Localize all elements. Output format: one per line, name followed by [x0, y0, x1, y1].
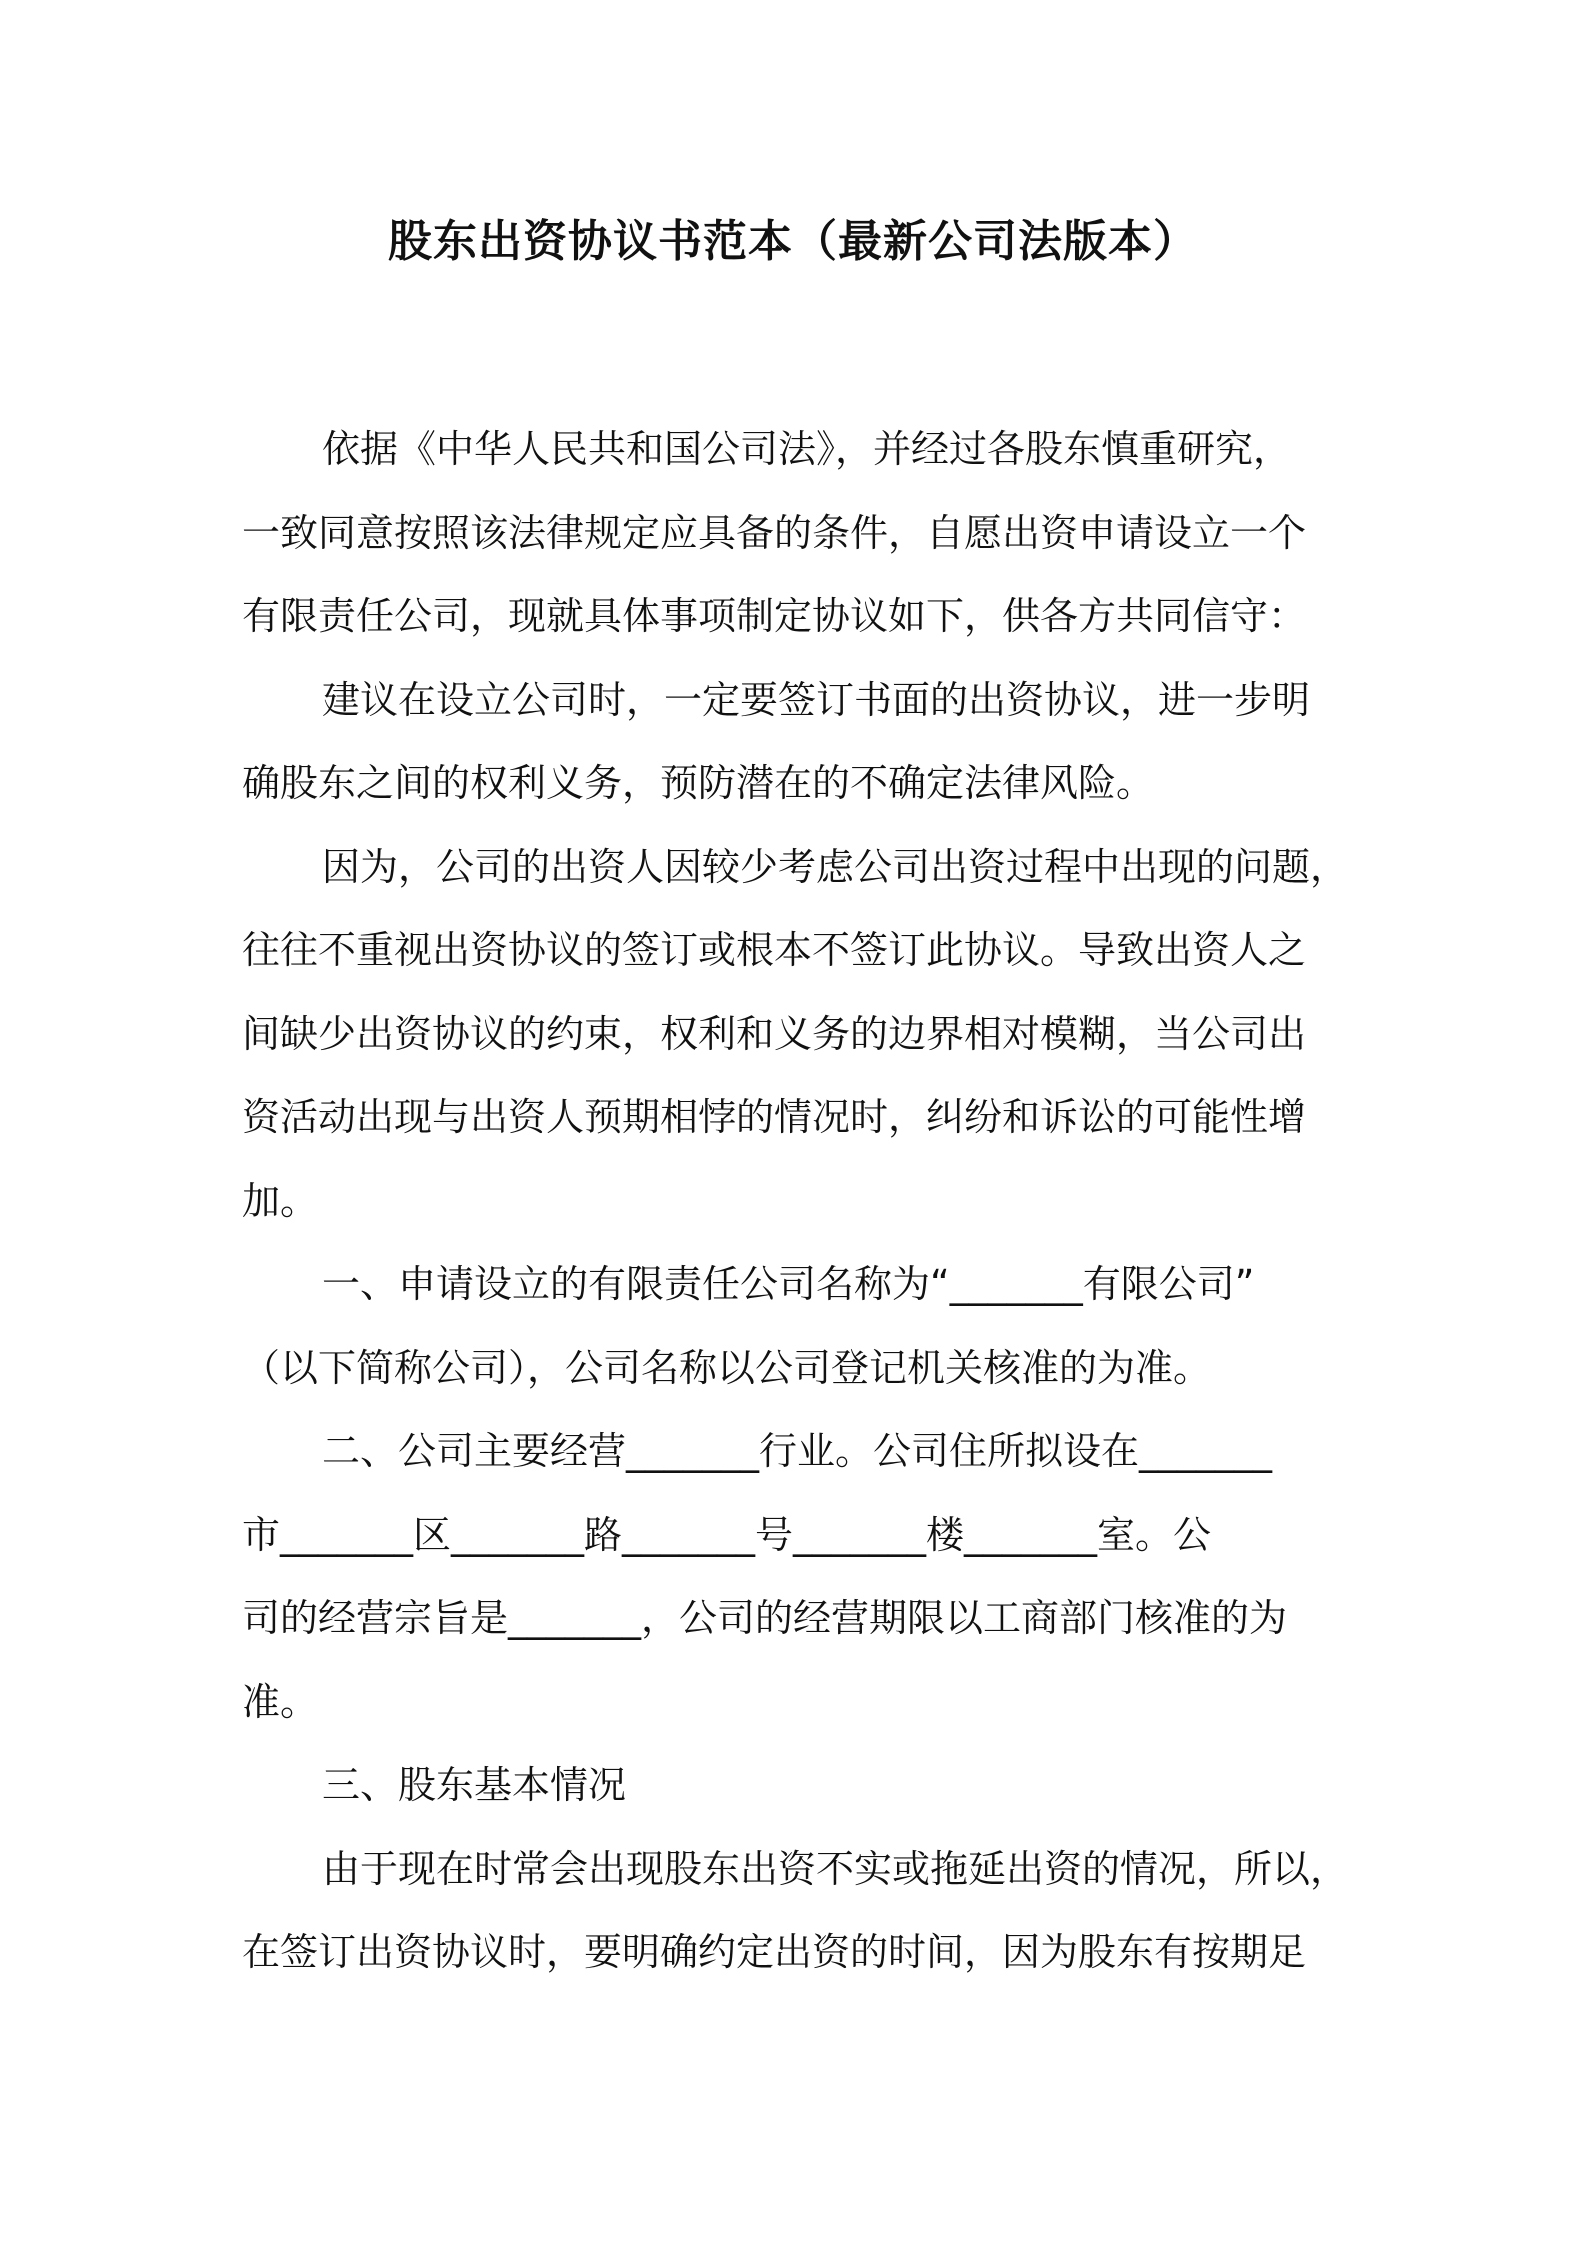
- text-line: 确股东之间的权利义务，预防潜在的不确定法律风险。: [242, 761, 1155, 805]
- text-line: 由于现在时常会出现股东出资不实或拖延出资的情况，所以，: [322, 1846, 1349, 1891]
- text-line: 二、公司主要经营_______行业。公司住所拟设在_______: [322, 1429, 1273, 1473]
- text-line: 往往不重视出资协议的签订或根本不签订此协议。导致出资人之: [242, 928, 1307, 972]
- section-three-body: [242, 1828, 1352, 1995]
- section-one-company-name: [242, 1243, 1352, 1410]
- text-line: （以下简称公司），公司名称以公司登记机关核准的为准。: [242, 1345, 1212, 1390]
- text-line: 三、股东基本情况: [322, 1763, 627, 1807]
- text-line: 因为，公司的出资人因较少考虑公司出资过程中出现的问题，: [322, 844, 1349, 889]
- document-body: [242, 408, 1352, 1995]
- text-line: 资活动出现与出资人预期相悖的情况时，纠纷和诉讼的可能性增: [242, 1095, 1307, 1139]
- text-line: 一、申请设立的有限责任公司名称为“_______有限公司”: [322, 1262, 1255, 1306]
- text-line: 在签订出资协议时，要明确约定出资的时间，因为股东有按期足: [242, 1930, 1307, 1974]
- section-three-heading: [242, 1744, 1352, 1828]
- text-line: 市_______区_______路_______号_______楼_______室。公: [242, 1512, 1212, 1557]
- text-line: 一致同意按照该法律规定应具备的条件，自愿出资申请设立一个: [242, 510, 1307, 555]
- paragraph-intro: [242, 408, 1352, 659]
- text-line: 准。: [242, 1679, 319, 1724]
- text-line: 建议在设立公司时，一定要签订书面的出资协议，进一步明: [322, 677, 1311, 722]
- text-line: 依据《中华人民共和国公司法》，并经过各股东慎重研究，: [322, 427, 1292, 471]
- document-title: 股东出资协议书范本（最新公司法版本）: [388, 216, 1198, 267]
- section-two-business-scope: [242, 1410, 1352, 1744]
- text-line: 司的经营宗旨是_______，公司的经营期限以工商部门核准的为: [242, 1596, 1288, 1640]
- text-line: 加。: [242, 1178, 319, 1223]
- text-line: 间缺少出资协议的约束，权利和义务的边界相对模糊，当公司出: [242, 1011, 1307, 1056]
- paragraph-reasoning: [242, 826, 1352, 1244]
- text-line: 有限责任公司，现就具体事项制定协议如下，供各方共同信守：: [242, 594, 1307, 638]
- paragraph-recommendation: [242, 659, 1352, 826]
